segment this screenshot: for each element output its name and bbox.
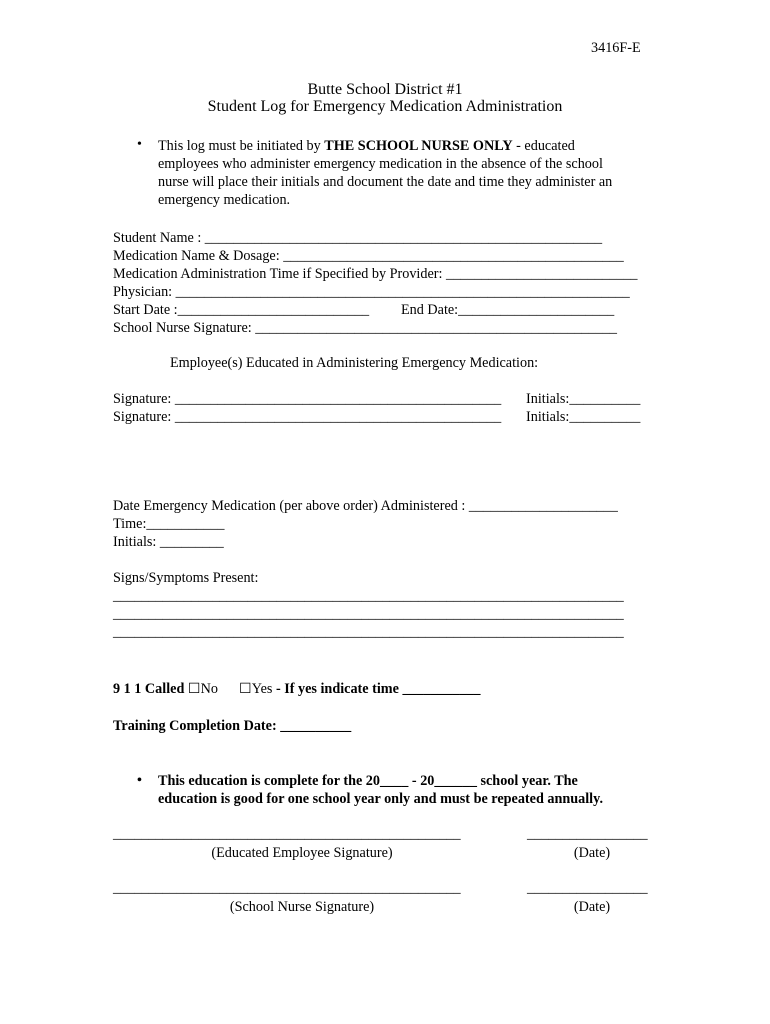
nurse-signature-label: (School Nurse Signature) (229, 899, 375, 915)
employee-date-line[interactable]: _________________ (527, 826, 648, 842)
intro-bold: THE SCHOOL NURSE ONLY (324, 138, 513, 154)
symptoms-line-3[interactable]: ________________________________________________________________________ (113, 624, 624, 640)
nurse-signature-line[interactable]: _________________________________________________ (113, 880, 461, 896)
call-911-row (113, 681, 480, 698)
intro-line1-rest: - educated (512, 138, 575, 154)
administered-time-field[interactable]: Time:___________ (113, 516, 225, 532)
physician-field[interactable]: Physician: ________________________________________________________________ (113, 284, 630, 300)
call-911-time-field[interactable]: - If yes indicate time ___________ (272, 681, 481, 697)
nurse-date-label: (Date) (573, 899, 611, 915)
district-title: Butte School District #1 (307, 81, 463, 98)
nurse-signature-field[interactable]: School Nurse Signature: ___________________________________________________ (113, 320, 618, 336)
medication-name-field[interactable]: Medication Name & Dosage: ________________________________________________ (113, 248, 624, 264)
call-911-no-checkbox[interactable]: ☐No (187, 681, 218, 697)
page-title: Student Log for Emergency Medication Administration (207, 98, 563, 115)
training-completion-date[interactable]: Training Completion Date: __________ (113, 718, 352, 734)
symptoms-label: Signs/Symptoms Present: (113, 570, 259, 586)
employee-signature-1[interactable]: Signature: ______________________________________________ (113, 391, 502, 407)
call-911-yes-checkbox[interactable]: ☐Yes (239, 681, 273, 697)
education-line-2: education is good for one school year only and must be repeated annually. (158, 791, 603, 807)
intro-line4: emergency medication. (158, 192, 291, 208)
start-date-field[interactable]: Start Date :___________________________ (113, 302, 370, 318)
symptoms-line-2[interactable]: ________________________________________________________________________ (113, 606, 624, 622)
employee-initials-2[interactable]: Initials:__________ (526, 409, 641, 425)
intro-lead: This log must be initiated by (158, 138, 325, 154)
intro-bullet: • (137, 137, 142, 152)
employees-heading: Employee(s) Educated in Administering Emergency Medication: (170, 355, 539, 371)
administered-date-field[interactable]: Date Emergency Medication (per above order) Administered : _____________________ (113, 498, 618, 514)
education-line-1: This education is complete for the 20____ - 20______ school year. The (158, 773, 578, 789)
employee-signature-label: (Educated Employee Signature) (211, 845, 393, 861)
symptoms-line-1[interactable]: ________________________________________________________________________ (113, 588, 624, 604)
employee-signature-line[interactable]: _________________________________________________ (113, 826, 461, 842)
call-911-label: 9 1 1 Called (113, 681, 188, 697)
intro-line3: nurse will place their initials and document the date and time they administer an (158, 174, 613, 190)
employee-signature-2[interactable]: Signature: ______________________________________________ (113, 409, 502, 425)
intro-line2: employees who administer emergency medication in the absence of the school (158, 156, 603, 172)
employee-date-label: (Date) (573, 845, 611, 861)
end-date-field[interactable]: End Date:______________________ (401, 302, 615, 318)
employee-initials-1[interactable]: Initials:__________ (526, 391, 641, 407)
nurse-date-line[interactable]: _________________ (527, 880, 648, 896)
education-bullet: • (137, 773, 142, 788)
admin-time-field[interactable]: Medication Administration Time if Specified by Provider: ___________________________ (113, 266, 638, 282)
administered-initials-field[interactable]: Initials: _________ (113, 534, 224, 550)
intro-paragraph (158, 137, 678, 209)
form-code: 3416F-E (591, 40, 641, 56)
student-name-field[interactable]: Student Name : ________________________________________________________ (113, 230, 603, 246)
